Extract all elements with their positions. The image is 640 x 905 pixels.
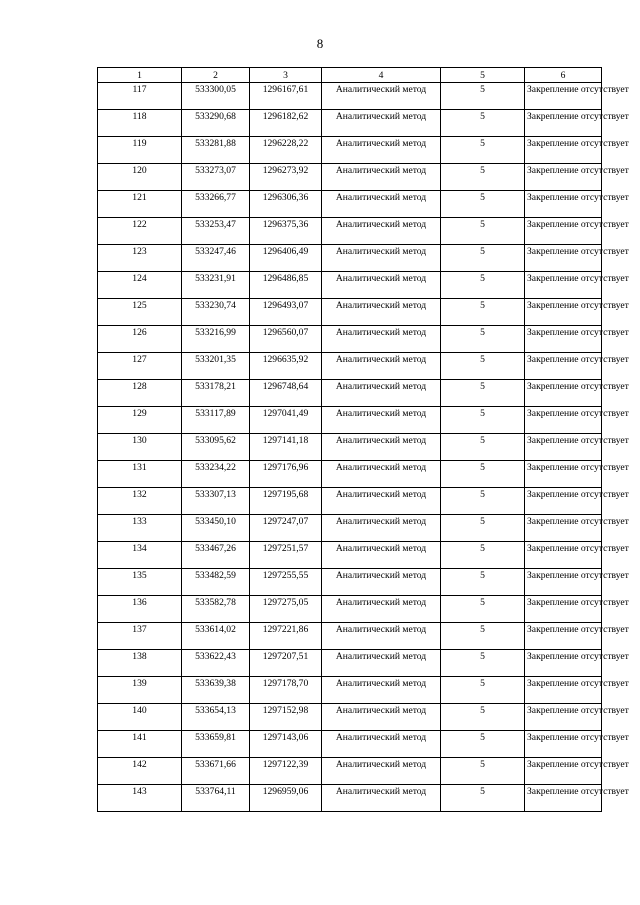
table-row — [98, 569, 602, 596]
method-cell: Аналитический метод — [322, 191, 441, 218]
point-number-cell: 134 — [98, 542, 182, 569]
table-row — [98, 515, 602, 542]
table-row — [98, 677, 602, 704]
accuracy-cell: 5 — [441, 137, 525, 164]
accuracy-cell: 5 — [441, 299, 525, 326]
y-coordinate-cell: 1296560,07 — [250, 326, 322, 353]
fixation-cell: Закрепление отсутствует — [525, 758, 602, 785]
column-header: 1 — [98, 68, 182, 83]
point-number-cell: 128 — [98, 380, 182, 407]
fixation-cell: Закрепление отсутствует — [525, 272, 602, 299]
accuracy-cell: 5 — [441, 785, 525, 812]
table-row — [98, 650, 602, 677]
method-cell: Аналитический метод — [322, 785, 441, 812]
y-coordinate-cell: 1297041,49 — [250, 407, 322, 434]
fixation-cell: Закрепление отсутствует — [525, 596, 602, 623]
method-cell: Аналитический метод — [322, 461, 441, 488]
fixation-cell: Закрепление отсутствует — [525, 434, 602, 461]
accuracy-cell: 5 — [441, 353, 525, 380]
point-number-cell: 136 — [98, 596, 182, 623]
x-coordinate-cell: 533307,13 — [182, 488, 250, 515]
point-number-cell: 127 — [98, 353, 182, 380]
point-number-cell: 139 — [98, 677, 182, 704]
method-cell: Аналитический метод — [322, 272, 441, 299]
point-number-cell: 143 — [98, 785, 182, 812]
point-number-cell: 140 — [98, 704, 182, 731]
point-number-cell: 125 — [98, 299, 182, 326]
fixation-cell: Закрепление отсутствует — [525, 245, 602, 272]
point-number-cell: 124 — [98, 272, 182, 299]
point-number-cell: 132 — [98, 488, 182, 515]
y-coordinate-cell: 1296493,07 — [250, 299, 322, 326]
y-coordinate-cell: 1297152,98 — [250, 704, 322, 731]
table-row — [98, 488, 602, 515]
y-coordinate-cell: 1297122,39 — [250, 758, 322, 785]
y-coordinate-cell: 1297221,86 — [250, 623, 322, 650]
table-row — [98, 407, 602, 434]
table-row — [98, 137, 602, 164]
table-row — [98, 623, 602, 650]
point-number-cell: 126 — [98, 326, 182, 353]
point-number-cell: 118 — [98, 110, 182, 137]
x-coordinate-cell: 533178,21 — [182, 380, 250, 407]
y-coordinate-cell: 1297207,51 — [250, 650, 322, 677]
y-coordinate-cell: 1296635,92 — [250, 353, 322, 380]
table-row — [98, 353, 602, 380]
point-number-cell: 119 — [98, 137, 182, 164]
table-body — [98, 83, 629, 812]
column-header: 2 — [182, 68, 250, 83]
table-row — [98, 542, 602, 569]
fixation-cell: Закрепление отсутствует — [525, 488, 602, 515]
accuracy-cell: 5 — [441, 569, 525, 596]
table-row — [98, 731, 602, 758]
table-row — [98, 110, 602, 137]
fixation-cell: Закрепление отсутствует — [525, 569, 602, 596]
table-row — [98, 785, 602, 812]
x-coordinate-cell: 533482,59 — [182, 569, 250, 596]
table-row — [98, 164, 602, 191]
y-coordinate-cell: 1297176,96 — [250, 461, 322, 488]
x-coordinate-cell: 533253,47 — [182, 218, 250, 245]
method-cell: Аналитический метод — [322, 110, 441, 137]
method-cell: Аналитический метод — [322, 407, 441, 434]
y-coordinate-cell: 1297275,05 — [250, 596, 322, 623]
column-header: 4 — [322, 68, 441, 83]
x-coordinate-cell: 533300,05 — [182, 83, 250, 110]
x-coordinate-cell: 533622,43 — [182, 650, 250, 677]
accuracy-cell: 5 — [441, 542, 525, 569]
method-cell: Аналитический метод — [322, 299, 441, 326]
accuracy-cell: 5 — [441, 650, 525, 677]
method-cell: Аналитический метод — [322, 164, 441, 191]
point-number-cell: 141 — [98, 731, 182, 758]
column-header: 5 — [441, 68, 525, 83]
x-coordinate-cell: 533266,77 — [182, 191, 250, 218]
fixation-cell: Закрепление отсутствует — [525, 218, 602, 245]
point-number-cell: 122 — [98, 218, 182, 245]
accuracy-cell: 5 — [441, 434, 525, 461]
y-coordinate-cell: 1296228,22 — [250, 137, 322, 164]
accuracy-cell: 5 — [441, 758, 525, 785]
fixation-cell: Закрепление отсутствует — [525, 164, 602, 191]
x-coordinate-cell: 533281,88 — [182, 137, 250, 164]
point-number-cell: 133 — [98, 515, 182, 542]
x-coordinate-cell: 533467,26 — [182, 542, 250, 569]
fixation-cell: Закрепление отсутствует — [525, 353, 602, 380]
point-number-cell: 135 — [98, 569, 182, 596]
accuracy-cell: 5 — [441, 326, 525, 353]
method-cell: Аналитический метод — [322, 137, 441, 164]
table-row — [98, 245, 602, 272]
x-coordinate-cell: 533654,13 — [182, 704, 250, 731]
x-coordinate-cell: 533117,89 — [182, 407, 250, 434]
point-number-cell: 142 — [98, 758, 182, 785]
fixation-cell: Закрепление отсутствует — [525, 731, 602, 758]
y-coordinate-cell: 1296406,49 — [250, 245, 322, 272]
x-coordinate-cell: 533095,62 — [182, 434, 250, 461]
x-coordinate-cell: 533639,38 — [182, 677, 250, 704]
accuracy-cell: 5 — [441, 515, 525, 542]
y-coordinate-cell: 1296182,62 — [250, 110, 322, 137]
accuracy-cell: 5 — [441, 83, 525, 110]
y-coordinate-cell: 1296306,36 — [250, 191, 322, 218]
y-coordinate-cell: 1296375,36 — [250, 218, 322, 245]
method-cell: Аналитический метод — [322, 353, 441, 380]
accuracy-cell: 5 — [441, 704, 525, 731]
fixation-cell: Закрепление отсутствует — [525, 677, 602, 704]
point-number-cell: 131 — [98, 461, 182, 488]
y-coordinate-cell: 1297143,06 — [250, 731, 322, 758]
y-coordinate-cell: 1297255,55 — [250, 569, 322, 596]
fixation-cell: Закрепление отсутствует — [525, 623, 602, 650]
fixation-cell: Закрепление отсутствует — [525, 110, 602, 137]
method-cell: Аналитический метод — [322, 245, 441, 272]
method-cell: Аналитический метод — [322, 731, 441, 758]
x-coordinate-cell: 533450,10 — [182, 515, 250, 542]
fixation-cell: Закрепление отсутствует — [525, 785, 602, 812]
x-coordinate-cell: 533234,22 — [182, 461, 250, 488]
x-coordinate-cell: 533247,46 — [182, 245, 250, 272]
accuracy-cell: 5 — [441, 461, 525, 488]
accuracy-cell: 5 — [441, 596, 525, 623]
accuracy-cell: 5 — [441, 164, 525, 191]
method-cell: Аналитический метод — [322, 542, 441, 569]
fixation-cell: Закрепление отсутствует — [525, 461, 602, 488]
method-cell: Аналитический метод — [322, 569, 441, 596]
page-number: 8 — [316, 36, 324, 51]
accuracy-cell: 5 — [441, 731, 525, 758]
method-cell: Аналитический метод — [322, 758, 441, 785]
y-coordinate-cell: 1297178,70 — [250, 677, 322, 704]
method-cell: Аналитический метод — [322, 218, 441, 245]
coordinates-table — [97, 67, 629, 812]
fixation-cell: Закрепление отсутствует — [525, 380, 602, 407]
method-cell: Аналитический метод — [322, 380, 441, 407]
table-row — [98, 704, 602, 731]
x-coordinate-cell: 533231,91 — [182, 272, 250, 299]
table-row — [98, 299, 602, 326]
x-coordinate-cell: 533764,11 — [182, 785, 250, 812]
y-coordinate-cell: 1296748,64 — [250, 380, 322, 407]
column-header: 3 — [250, 68, 322, 83]
table-row — [98, 326, 602, 353]
fixation-cell: Закрепление отсутствует — [525, 515, 602, 542]
method-cell: Аналитический метод — [322, 515, 441, 542]
x-coordinate-cell: 533671,66 — [182, 758, 250, 785]
x-coordinate-cell: 533230,74 — [182, 299, 250, 326]
table-row — [98, 758, 602, 785]
y-coordinate-cell: 1296959,06 — [250, 785, 322, 812]
method-cell: Аналитический метод — [322, 488, 441, 515]
y-coordinate-cell: 1296167,61 — [250, 83, 322, 110]
fixation-cell: Закрепление отсутствует — [525, 137, 602, 164]
method-cell: Аналитический метод — [322, 596, 441, 623]
table-row — [98, 83, 602, 110]
accuracy-cell: 5 — [441, 191, 525, 218]
x-coordinate-cell: 533216,99 — [182, 326, 250, 353]
accuracy-cell: 5 — [441, 380, 525, 407]
point-number-cell: 121 — [98, 191, 182, 218]
y-coordinate-cell: 1297195,68 — [250, 488, 322, 515]
accuracy-cell: 5 — [441, 110, 525, 137]
table-header-row — [98, 68, 602, 83]
method-cell: Аналитический метод — [322, 677, 441, 704]
point-number-cell: 120 — [98, 164, 182, 191]
fixation-cell: Закрепление отсутствует — [525, 299, 602, 326]
y-coordinate-cell: 1297251,57 — [250, 542, 322, 569]
accuracy-cell: 5 — [441, 407, 525, 434]
table-row — [98, 596, 602, 623]
x-coordinate-cell: 533290,68 — [182, 110, 250, 137]
y-coordinate-cell: 1297247,07 — [250, 515, 322, 542]
fixation-cell: Закрепление отсутствует — [525, 542, 602, 569]
x-coordinate-cell: 533582,78 — [182, 596, 250, 623]
table-row — [98, 434, 602, 461]
method-cell: Аналитический метод — [322, 83, 441, 110]
method-cell: Аналитический метод — [322, 434, 441, 461]
fixation-cell: Закрепление отсутствует — [525, 650, 602, 677]
point-number-cell: 130 — [98, 434, 182, 461]
fixation-cell: Закрепление отсутствует — [525, 407, 602, 434]
fixation-cell: Закрепление отсутствует — [525, 191, 602, 218]
method-cell: Аналитический метод — [322, 623, 441, 650]
y-coordinate-cell: 1296486,85 — [250, 272, 322, 299]
fixation-cell: Закрепление отсутствует — [525, 83, 602, 110]
accuracy-cell: 5 — [441, 677, 525, 704]
method-cell: Аналитический метод — [322, 704, 441, 731]
point-number-cell: 138 — [98, 650, 182, 677]
accuracy-cell: 5 — [441, 245, 525, 272]
fixation-cell: Закрепление отсутствует — [525, 326, 602, 353]
fixation-cell: Закрепление отсутствует — [525, 704, 602, 731]
x-coordinate-cell: 533614,02 — [182, 623, 250, 650]
table-row — [98, 272, 602, 299]
y-coordinate-cell: 1296273,92 — [250, 164, 322, 191]
method-cell: Аналитический метод — [322, 650, 441, 677]
point-number-cell: 129 — [98, 407, 182, 434]
accuracy-cell: 5 — [441, 272, 525, 299]
x-coordinate-cell: 533659,81 — [182, 731, 250, 758]
y-coordinate-cell: 1297141,18 — [250, 434, 322, 461]
table-row — [98, 380, 602, 407]
column-header: 6 — [525, 68, 602, 83]
accuracy-cell: 5 — [441, 488, 525, 515]
x-coordinate-cell: 533201,35 — [182, 353, 250, 380]
table-row — [98, 461, 602, 488]
method-cell: Аналитический метод — [322, 326, 441, 353]
point-number-cell: 137 — [98, 623, 182, 650]
x-coordinate-cell: 533273,07 — [182, 164, 250, 191]
table-row — [98, 218, 602, 245]
point-number-cell: 117 — [98, 83, 182, 110]
accuracy-cell: 5 — [441, 623, 525, 650]
accuracy-cell: 5 — [441, 218, 525, 245]
table-row — [98, 191, 602, 218]
point-number-cell: 123 — [98, 245, 182, 272]
